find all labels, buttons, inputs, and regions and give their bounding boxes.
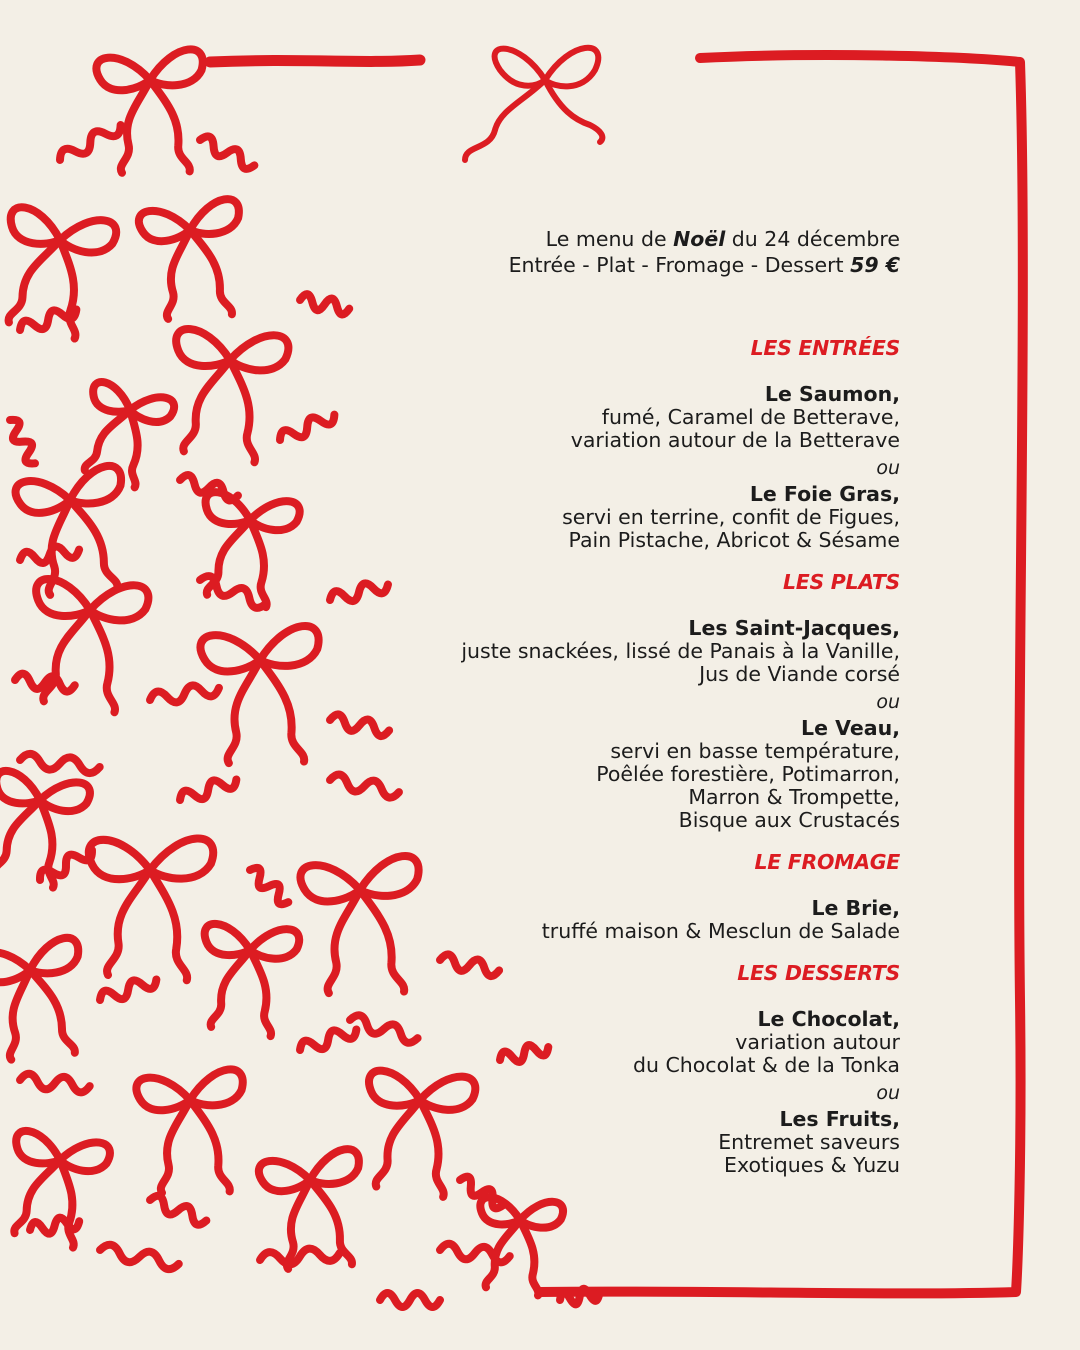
dish xyxy=(380,382,900,452)
ribbon-squiggle xyxy=(277,408,337,446)
ribbon-squiggle xyxy=(197,134,257,172)
ribbon-squiggle xyxy=(380,1293,440,1307)
ribbon-bow-icon xyxy=(199,625,329,770)
or-separator: ou xyxy=(876,457,900,479)
ribbon-squiggle xyxy=(259,1246,340,1267)
menu-section xyxy=(380,849,900,943)
dish xyxy=(380,1107,900,1177)
dish-description: juste snackées, lissé de Panais à la Vanille, Jus de Viande corsé xyxy=(461,639,900,686)
dish-description: servi en basse température, Poêlée forestière, Potimarron, Marron & Trompette, Bisque aux Crustacés xyxy=(596,739,900,832)
ribbon-bow-icon xyxy=(0,936,96,1067)
dish-name: Le Foie Gras, xyxy=(749,482,900,506)
menu-content xyxy=(380,226,900,1194)
ribbon-squiggle xyxy=(149,681,220,707)
intro-line-1: Le menu de Noël du 24 décembre xyxy=(545,227,900,251)
ribbon-bow-icon xyxy=(137,198,253,326)
menu-sections xyxy=(380,335,900,1177)
section-title: LES ENTRÉES xyxy=(750,336,900,360)
ribbon-bow-icon xyxy=(166,327,289,465)
ribbon-bow-icon xyxy=(196,922,300,1038)
ribbon-bow-icon xyxy=(14,464,140,602)
ribbon-squiggle xyxy=(19,1073,90,1093)
dish-description: truffé maison & Mesclun de Salade xyxy=(541,919,900,943)
intro-emphasis: Noël xyxy=(673,227,726,251)
ribbon-squiggle xyxy=(57,119,125,166)
ribbon-bow-icon xyxy=(0,204,118,342)
dish xyxy=(380,716,900,832)
dish-name: Le Chocolat, xyxy=(757,1007,900,1031)
ribbon-bow-icon xyxy=(95,48,212,178)
ribbon-squiggle xyxy=(298,1023,359,1057)
dish-description: Entremet saveurs Exotiques & Yuzu xyxy=(718,1130,900,1177)
dish-name: Les Saint-Jacques, xyxy=(688,616,900,640)
dish xyxy=(380,896,900,943)
ribbon-bow-icon xyxy=(465,48,602,160)
ribbon-squiggle xyxy=(178,773,239,807)
ribbon-bow-icon xyxy=(135,1068,252,1198)
or-separator: ou xyxy=(876,691,900,713)
dish-description: servi en terrine, confit de Figues, Pain Pistache, Abricot & Sésame xyxy=(562,505,900,552)
ribbon-squiggle xyxy=(19,543,81,567)
section-title: LES DESSERTS xyxy=(737,961,900,985)
dish-description: variation autour du Chocolat & de la Tonka xyxy=(632,1030,900,1077)
dish-name: Le Saumon, xyxy=(764,382,900,406)
section-title: LES PLATS xyxy=(782,570,900,594)
or-separator: ou xyxy=(876,1082,900,1104)
ribbon-squiggle xyxy=(4,417,41,467)
dish xyxy=(380,616,900,686)
section-title: LE FROMAGE xyxy=(754,850,900,874)
menu-section xyxy=(380,335,900,552)
menu-intro xyxy=(380,226,900,278)
dish xyxy=(380,482,900,552)
dish-description: fumé, Caramel de Betterave, variation autour de la Betterave xyxy=(570,405,900,452)
ribbon-bow-icon xyxy=(89,838,213,980)
ribbon-squiggle xyxy=(19,753,100,774)
intro-line-2: Entrée - Plat - Fromage - Dessert 59 € xyxy=(508,253,900,277)
ribbon-bow-icon xyxy=(26,577,149,715)
ribbon-squiggle xyxy=(148,1193,209,1227)
menu-section xyxy=(380,960,900,1177)
menu-section xyxy=(380,569,900,832)
dish-name: Le Veau, xyxy=(801,716,900,740)
dish-name: Le Brie, xyxy=(811,896,900,920)
ribbon-squiggle xyxy=(299,293,351,315)
menu-price: 59 € xyxy=(850,253,900,277)
ribbon-squiggle xyxy=(99,1243,180,1271)
dish-name: Les Fruits, xyxy=(779,1107,900,1131)
ribbon-squiggle xyxy=(246,865,293,908)
dish xyxy=(380,1007,900,1077)
